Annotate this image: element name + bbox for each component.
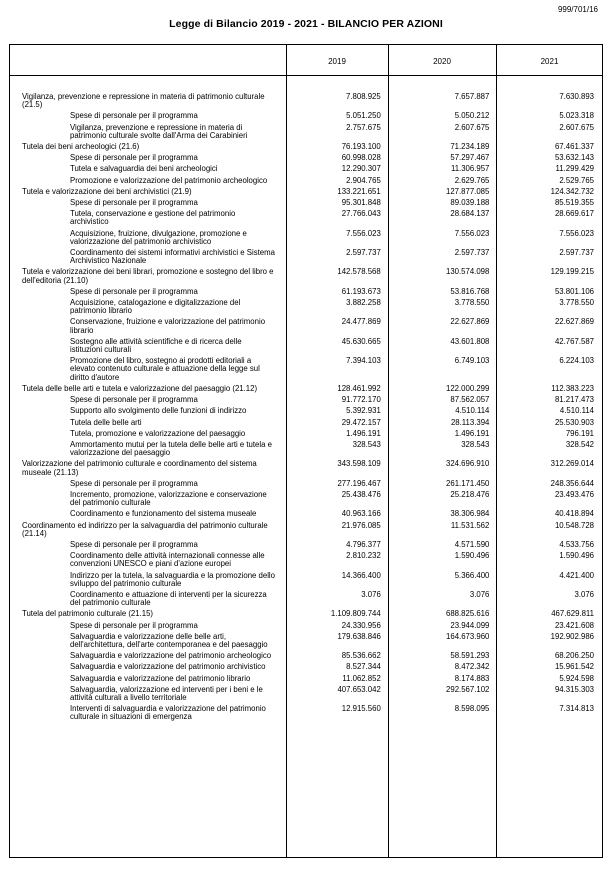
table-row-action <box>22 229 600 248</box>
value-2019: 1.496.191 <box>346 428 381 438</box>
value-2019: 24.330.956 <box>341 620 381 630</box>
column-header-2020: 2020 <box>433 57 451 66</box>
row-label: Spese di personale per il programma <box>70 478 198 488</box>
value-2020: 87.562.057 <box>450 395 490 405</box>
value-2019: 3.076 <box>361 589 381 599</box>
row-label: Tutela, conservazione e gestione del patrimonio archivistico <box>70 209 236 227</box>
row-label: Coordinamento ed indirizzo per la salvaguardia del patrimonio culturale (21.14) <box>22 520 268 538</box>
value-2019: 29.472.157 <box>341 417 381 427</box>
table-row-action <box>22 429 600 440</box>
value-2020: 71.234.189 <box>450 142 490 152</box>
value-2019: 60.998.028 <box>341 153 381 163</box>
value-2019: 277.196.467 <box>337 478 381 488</box>
row-label: Tutela e salvaguardia dei beni archeologici <box>70 164 218 174</box>
value-2019: 5.051.250 <box>346 111 381 121</box>
value-2021: 25.530.903 <box>554 417 594 427</box>
value-2019: 12.290.307 <box>341 164 381 174</box>
value-2020: 53.816.768 <box>450 286 490 296</box>
value-2021: 23.493.476 <box>554 489 594 499</box>
budget-table-body <box>22 92 600 724</box>
value-2021: 10.548.728 <box>554 520 594 530</box>
value-2020: 328.543 <box>461 439 490 449</box>
value-2021: 129.199.215 <box>550 267 594 277</box>
table-row-action <box>22 490 600 509</box>
table-row-action <box>22 164 600 175</box>
row-label: Spese di personale per il programma <box>70 153 198 163</box>
value-2020: 5.050.212 <box>454 111 490 121</box>
value-2019: 11.062.852 <box>342 673 381 683</box>
value-2021: 40.418.894 <box>554 509 594 519</box>
value-2020: 8.174.883 <box>454 673 490 683</box>
value-2020: 127.877.085 <box>446 186 490 196</box>
value-2020: 11.531.562 <box>450 520 490 530</box>
value-2019: 8.527.344 <box>346 662 381 672</box>
value-2020: 261.171.450 <box>446 478 490 488</box>
value-2020: 89.039.188 <box>450 198 490 208</box>
value-2020: 3.076 <box>469 589 490 599</box>
value-2020: 11.306.957 <box>450 164 490 174</box>
value-2021: 4.533.756 <box>559 539 594 549</box>
row-label: Coordinamento delle attività internazionali connesse alle convenzioni UNESCO e piani d'azione europei <box>70 551 265 569</box>
value-2020: 122.000.299 <box>446 383 490 393</box>
table-row-action <box>22 571 600 590</box>
row-label: Indirizzo per la tutela, la salvaguardia e la promozione dello sviluppo del patrimonio culturale <box>70 570 276 588</box>
row-label: Coordinamento e attuazione di interventi per la sicurezza del patrimonio culturale <box>70 589 267 608</box>
table-row-action <box>22 590 600 609</box>
column-header-2021: 2021 <box>540 57 559 66</box>
value-2021: 192.902.986 <box>550 631 594 641</box>
value-2019: 7.556.023 <box>346 228 381 238</box>
row-label: Spese di personale per il programma <box>70 395 198 405</box>
row-label: Tutela, promozione e valorizzazione del paesaggio <box>70 428 246 438</box>
value-2019: 12.915.560 <box>341 704 381 714</box>
row-label: Vigilanza, prevenzione e repressione in materia di patrimonio culturale (21.5) <box>22 92 265 110</box>
row-label: Coordinamento dei sistemi informativi archivistici e Sistema Archivistico Nazionale <box>70 248 275 266</box>
table-row-action <box>22 111 600 122</box>
value-2019: 14.366.400 <box>341 570 381 580</box>
row-label: Tutela del patrimonio culturale (21.15) <box>22 609 154 619</box>
table-row-action <box>22 248 600 267</box>
table-row-action <box>22 551 600 570</box>
value-2021: 81.217.473 <box>554 395 594 405</box>
value-2020: 3.778.550 <box>454 298 490 308</box>
row-label: Valorizzazione del patrimonio culturale e coordinamento del sistema museale (21.13) <box>22 459 257 477</box>
value-2020: 130.574.098 <box>446 267 490 277</box>
row-label: Promozione e valorizzazione del patrimonio archeologico <box>70 175 268 185</box>
value-2020: 43.601.808 <box>450 336 490 346</box>
value-2021: 312.269.014 <box>550 459 594 469</box>
value-2020: 58.591.293 <box>450 651 490 661</box>
table-row-program <box>22 187 600 198</box>
table-row-action <box>22 685 600 704</box>
value-2019: 45.630.665 <box>341 336 381 346</box>
value-2021: 4.510.114 <box>559 406 594 416</box>
value-2020: 57.297.467 <box>450 153 490 163</box>
table-row-program <box>22 459 600 478</box>
value-2021: 796.191 <box>565 428 594 438</box>
row-label: Incremento, promozione, valorizzazione e conservazione del patrimonio culturale <box>70 489 267 508</box>
value-2020: 324.696.910 <box>446 459 490 469</box>
row-label: Salvaguardia e valorizzazione del patrimonio archivistico <box>70 662 266 672</box>
value-2020: 2.607.675 <box>454 122 490 132</box>
row-label: Spese di personale per il programma <box>70 539 198 549</box>
table-row-action <box>22 298 600 317</box>
value-2021: 53.801.106 <box>554 286 594 296</box>
value-2020: 8.598.095 <box>454 704 490 714</box>
value-2019: 133.221.651 <box>337 186 381 196</box>
table-row-action <box>22 337 600 356</box>
value-2019: 25.438.476 <box>341 489 381 499</box>
table-row-action <box>22 662 600 673</box>
value-2021: 23.421.608 <box>554 620 594 630</box>
row-label: Tutela e valorizzazione dei beni librari, promozione e sostegno del libro e dell'editoria (21.10) <box>22 267 274 285</box>
table-row-action <box>22 651 600 662</box>
table-row-program <box>22 142 600 153</box>
page-reference: 999/701/16 <box>557 5 598 14</box>
value-2020: 28.684.137 <box>450 209 490 219</box>
value-2019: 4.796.377 <box>346 539 381 549</box>
value-2021: 328.542 <box>565 439 594 449</box>
value-2020: 4.571.590 <box>454 539 490 549</box>
value-2021: 22.627.869 <box>554 317 594 327</box>
row-label: Coordinamento e funzionamento del sistema museale <box>70 509 257 519</box>
value-2021: 11.299.429 <box>555 164 594 174</box>
value-2019: 2.597.737 <box>346 248 381 258</box>
value-2021: 7.314.813 <box>559 704 594 714</box>
value-2021: 2.597.737 <box>559 248 594 258</box>
value-2021: 28.669.617 <box>554 209 594 219</box>
row-label: Acquisizione, catalogazione e digitalizzazione del patrimonio librario <box>70 298 241 316</box>
table-row-action <box>22 509 600 520</box>
row-label: Interventi di salvaguardia e valorizzazione del patrimonio culturale in situazioni di emergenza <box>70 704 266 722</box>
value-2019: 3.882.258 <box>346 298 381 308</box>
table-row-action <box>22 406 600 417</box>
value-2020: 1.496.191 <box>454 428 490 438</box>
row-label: Salvaguardia, valorizzazione ed interventi per i beni e le attività culturali a livello territoriale <box>70 684 263 702</box>
value-2019: 76.193.100 <box>341 142 381 152</box>
value-2021: 467.629.811 <box>551 609 594 619</box>
value-2019: 24.477.869 <box>341 317 381 327</box>
table-row-program <box>22 521 600 540</box>
row-label: Tutela delle belle arti e tutela e valorizzazione del paesaggio (21.12) <box>22 383 258 393</box>
table-row-action <box>22 674 600 685</box>
value-2021: 53.632.143 <box>554 153 594 163</box>
value-2019: 40.963.166 <box>341 509 381 519</box>
table-row-action <box>22 440 600 459</box>
row-label: Promozione del libro, sostegno ai prodotti editoriali a elevato contenuto culturale e attuazione della legge sul diritto d'autore <box>70 356 260 382</box>
table-row-action <box>22 704 600 723</box>
value-2019: 179.638.846 <box>337 631 381 641</box>
table-row-action <box>22 356 600 384</box>
column-header-2019: 2019 <box>328 57 346 66</box>
table-row-action <box>22 418 600 429</box>
value-2021: 67.461.337 <box>554 142 594 152</box>
row-label: Conservazione, fruizione e valorizzazione del patrimonio librario <box>70 317 266 335</box>
table-row-action <box>22 632 600 651</box>
row-label: Supporto allo svolgimento delle funzioni di indirizzo <box>70 406 247 416</box>
table-row-action <box>22 153 600 164</box>
table-row-action <box>22 123 600 142</box>
value-2021: 15.961.542 <box>554 662 594 672</box>
value-2021: 1.590.496 <box>559 551 594 561</box>
value-2020: 7.556.023 <box>454 228 490 238</box>
table-row-action <box>22 209 600 228</box>
value-2019: 91.772.170 <box>341 395 381 405</box>
table-row-action <box>22 479 600 490</box>
value-2021: 112.383.223 <box>551 383 594 393</box>
value-2020: 25.218.476 <box>450 489 490 499</box>
value-2021: 7.556.023 <box>559 228 594 238</box>
row-label: Spese di personale per il programma <box>70 111 198 121</box>
value-2019: 142.578.568 <box>337 267 381 277</box>
value-2019: 95.301.848 <box>341 198 381 208</box>
value-2020: 688.825.616 <box>446 609 490 619</box>
value-2019: 61.193.673 <box>341 286 381 296</box>
value-2020: 22.627.869 <box>450 317 490 327</box>
row-label: Vigilanza, prevenzione e repressione in materia di patrimonio culturale svolte dall'Arma dei Carabinieri <box>70 122 248 140</box>
value-2021: 4.421.400 <box>559 570 594 580</box>
value-2021: 42.767.587 <box>554 336 594 346</box>
value-2020: 23.944.099 <box>450 620 490 630</box>
value-2020: 2.597.737 <box>454 248 490 258</box>
table-row-action <box>22 540 600 551</box>
value-2021: 248.356.644 <box>550 478 594 488</box>
page-title: Legge di Bilancio 2019 - 2021 - BILANCIO PER AZIONI <box>169 18 443 30</box>
table-row-action <box>22 317 600 336</box>
value-2021: 7.630.893 <box>559 92 594 101</box>
value-2019: 7.394.103 <box>346 356 381 366</box>
value-2020: 2.629.765 <box>454 175 490 185</box>
value-2019: 343.598.109 <box>337 459 381 469</box>
value-2020: 4.510.114 <box>455 406 490 416</box>
row-label: Tutela e valorizzazione dei beni archivistici (21.9) <box>22 186 192 196</box>
row-label: Salvaguardia e valorizzazione del patrimonio librario <box>70 673 251 683</box>
value-2021: 124.342.732 <box>550 186 594 196</box>
row-label: Salvaguardia e valorizzazione del patrimonio archeologico <box>70 651 272 661</box>
row-label: Spese di personale per il programma <box>70 286 198 296</box>
value-2019: 7.808.925 <box>346 92 381 101</box>
table-row-program <box>22 609 600 620</box>
value-2021: 5.924.598 <box>559 673 594 683</box>
value-2021: 94.315.303 <box>554 684 594 694</box>
value-2021: 3.778.550 <box>559 298 594 308</box>
value-2019: 5.392.931 <box>346 406 381 416</box>
table-row-action <box>22 176 600 187</box>
table-row-action <box>22 198 600 209</box>
value-2019: 328.543 <box>352 439 381 449</box>
value-2019: 128.461.992 <box>337 383 381 393</box>
row-label: Acquisizione, fruizione, divulgazione, promozione e valorizzazione del patrimonio archivistico <box>70 228 247 246</box>
row-label: Salvaguardia e valorizzazione delle belle arti, dell'architettura, dell'arte contemporanea e del paesaggio <box>70 631 268 649</box>
value-2020: 7.657.887 <box>454 92 490 101</box>
value-2020: 38.306.984 <box>450 509 490 519</box>
value-2021: 5.023.318 <box>559 111 594 121</box>
row-label: Tutela dei beni archeologici (21.6) <box>22 142 140 152</box>
row-label: Sostegno alle attività scientifiche e di ricerca delle istituzioni culturali <box>70 336 242 355</box>
value-2019: 27.766.043 <box>341 209 381 219</box>
value-2021: 68.206.250 <box>554 651 594 661</box>
value-2019: 85.536.662 <box>341 651 381 661</box>
row-label: Tutela delle belle arti <box>70 417 142 427</box>
table-row-action <box>22 395 600 406</box>
value-2019: 2.757.675 <box>346 122 381 132</box>
value-2020: 6.749.103 <box>454 356 490 366</box>
value-2020: 292.567.102 <box>446 684 490 694</box>
row-label: Spese di personale per il programma <box>70 198 198 208</box>
value-2021: 85.519.355 <box>554 198 594 208</box>
row-label: Spese di personale per il programma <box>70 620 198 630</box>
value-2019: 1.109.809.744 <box>330 609 381 619</box>
value-2021: 6.224.103 <box>559 356 594 366</box>
table-row-program <box>22 267 600 286</box>
value-2021: 3.076 <box>574 589 594 599</box>
value-2020: 164.673.960 <box>446 631 490 641</box>
value-2019: 2.810.232 <box>346 551 381 561</box>
table-row-action <box>22 287 600 298</box>
value-2019: 407.653.042 <box>337 684 381 694</box>
value-2019: 2.904.765 <box>346 175 381 185</box>
row-label: Ammortamento mutui per la tutela delle belle arti e tutela e valorizzazione del paesaggio <box>70 439 272 458</box>
table-row-program <box>22 92 600 111</box>
header-separator <box>9 75 603 76</box>
value-2020: 5.366.400 <box>454 570 490 580</box>
value-2020: 28.113.394 <box>450 417 490 427</box>
table-row-action <box>22 621 600 632</box>
value-2021: 2.607.675 <box>559 122 594 132</box>
value-2021: 2.529.765 <box>559 175 594 185</box>
value-2020: 8.472.342 <box>454 662 490 672</box>
value-2019: 21.976.085 <box>341 520 381 530</box>
value-2020: 1.590.496 <box>454 551 490 561</box>
table-row-program <box>22 384 600 395</box>
